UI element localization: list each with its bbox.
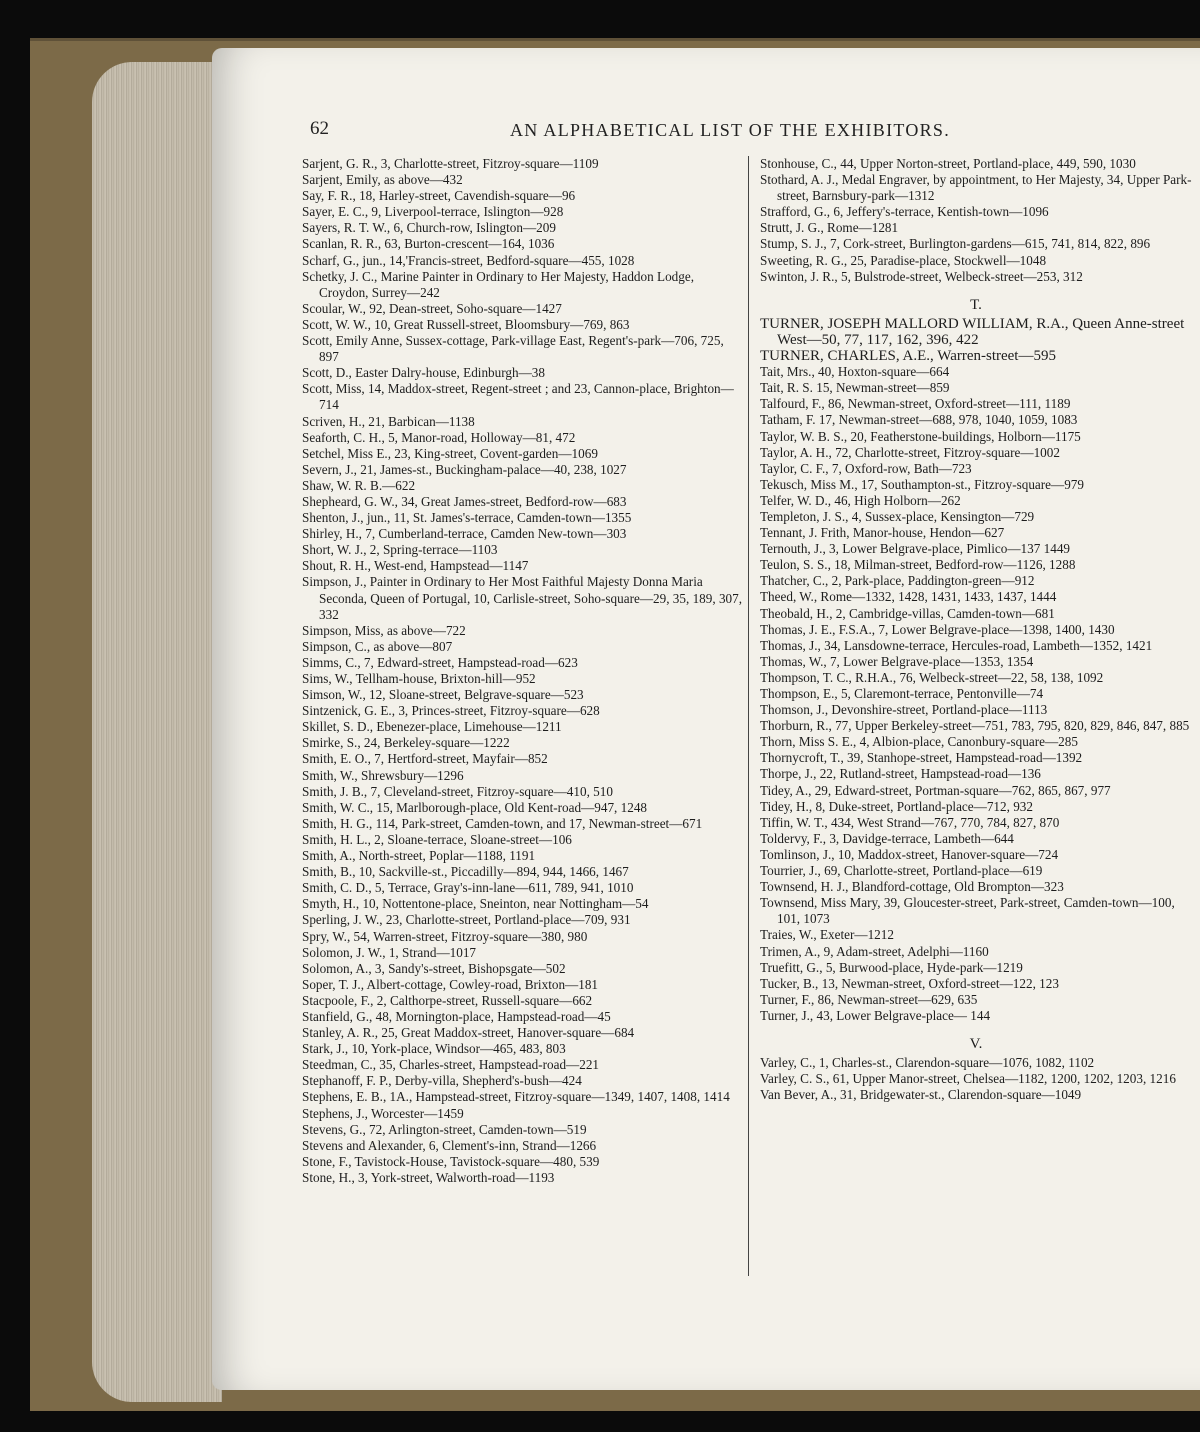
exhibitor-entry: Smith, H. L., 2, Sloane-terrace, Sloane-street—106: [302, 831, 572, 847]
exhibitor-entry: Smith, J. B., 7, Cleveland-street, Fitzroy-square—410, 510: [302, 783, 613, 799]
exhibitor-entry: Stephanoff, F. P., Derby-villa, Shepherd's-bush—424: [302, 1073, 582, 1089]
exhibitor-entry: Sweeting, R. G., 25, Paradise-place, Stockwell—1048: [760, 252, 1047, 268]
exhibitor-entry: Thorburn, R., 77, Upper Berkeley-street—751, 783, 795, 820, 829, 846, 847, 885: [760, 718, 1190, 734]
exhibitor-entry: Spry, W., 54, Warren-street, Fitzroy-square—380, 980: [302, 928, 588, 944]
exhibitor-entry: Townsend, Miss Mary, 39, Gloucester-street, Park-street, Camden-town—100, 101, 1073: [760, 895, 1175, 927]
exhibitor-entry: Smith, C. D., 5, Terrace, Gray's-inn-lane—611, 789, 941, 1010: [302, 880, 634, 896]
t-entries: [760, 316, 1192, 1024]
exhibitor-entry: Short, W. J., 2, Spring-terrace—1103: [302, 542, 498, 558]
exhibitor-entry: Stevens, G., 72, Arlington-street, Camden-town—519: [302, 1121, 587, 1137]
exhibitor-entry: Tekusch, Miss M., 17, Southampton-st., Fitzroy-square—979: [760, 476, 1084, 492]
exhibitor-entry: Scott, Emily Anne, Sussex-cottage, Park-village East, Regent's-park—706, 725, 897: [302, 333, 724, 365]
exhibitor-entry: Thomson, J., Devonshire-street, Portland-place—1113: [760, 702, 1048, 718]
exhibitor-entry: Stephens, J., Worcester—1459: [302, 1105, 464, 1121]
exhibitor-entry: Tidey, A., 29, Edward-street, Portman-square—762, 865, 867, 977: [760, 782, 1111, 798]
exhibitor-entry: Stonhouse, C., 44, Upper Norton-street, Portland-place, 449, 590, 1030: [760, 156, 1136, 171]
exhibitor-entry: Stephens, E. B., 1A., Hampstead-street, Fitzroy-square—1349, 1407, 1408, 1414: [302, 1089, 730, 1105]
exhibitor-entry: Thompson, E., 5, Claremont-terrace, Pentonville—74: [760, 686, 1044, 701]
exhibitor-entry: Tidey, H., 8, Duke-street, Portland-place—712, 932: [760, 798, 1033, 814]
exhibitor-entry: Stump, S. J., 7, Cork-street, Burlington-gardens—615, 741, 814, 822, 896: [760, 236, 1151, 252]
exhibitor-entry: Thomas, J., 34, Lansdowne-terrace, Hercules-road, Lambeth—1352, 1421: [760, 637, 1153, 653]
exhibitor-entry: Stone, H., 3, York-street, Walworth-road—1193: [302, 1169, 555, 1185]
exhibitor-entry: Scanlan, R. R., 63, Burton-crescent—164, 1036: [302, 236, 555, 252]
exhibitor-entry: Taylor, W. B. S., 20, Featherstone-buildings, Holborn—1175: [760, 428, 1081, 444]
exhibitor-entry: Seaforth, C. H., 5, Manor-road, Holloway—81, 472: [302, 429, 576, 445]
running-title: AN ALPHABETICAL LIST OF THE EXHIBITORS.: [510, 120, 951, 140]
exhibitor-entry: Thornycroft, T., 39, Stanhope-street, Hampstead-road—1392: [760, 750, 1083, 766]
exhibitor-entry: TURNER, CHARLES, A.E., Warren-street—595: [760, 348, 1056, 365]
exhibitor-entry: Thorn, Miss S. E., 4, Albion-place, Canonbury-square—285: [760, 734, 1078, 750]
exhibitor-entry: Tourrier, J., 69, Charlotte-street, Portland-place—619: [760, 863, 1043, 879]
exhibitor-entry: Templeton, J. S., 4, Sussex-place, Kensington—729: [760, 508, 1035, 524]
exhibitor-entry: Sarjent, G. R., 3, Charlotte-street, Fitzroy-square—1109: [302, 156, 599, 171]
exhibitor-entry: Thorpe, J., 22, Rutland-street, Hampstead-road—136: [760, 766, 1041, 782]
exhibitor-entry: Sarjent, Emily, as above—432: [302, 172, 463, 188]
exhibitor-entry: Sintzenick, G. E., 3, Princes-street, Fitzroy-square—628: [302, 703, 600, 719]
exhibitor-entry: Skillet, S. D., Ebenezer-place, Limehouse—1211: [302, 719, 562, 735]
letter-heading-t: T.: [970, 296, 982, 313]
exhibitor-entry: Solomon, J. W., 1, Strand—1017: [302, 944, 477, 960]
exhibitor-entry: Smith, W., Shrewsbury—1296: [302, 767, 464, 783]
exhibitor-entry: Ternouth, J., 3, Lower Belgrave-place, Pimlico—137 1449: [760, 541, 1071, 557]
exhibitor-entry: Sayers, R. T. W., 6, Church-row, Islington—209: [302, 220, 556, 236]
exhibitor-entry: Soper, T. J., Albert-cottage, Cowley-road, Brixton—181: [302, 976, 599, 992]
letter-heading-v: V.: [969, 1035, 983, 1052]
exhibitor-entry: Tiffin, W. T., 434, West Strand—767, 770, 784, 827, 870: [760, 814, 1060, 830]
exhibitor-entry: Thomas, W., 7, Lower Belgrave-place—1353, 1354: [760, 653, 1034, 669]
exhibitor-entry: Sayer, E. C., 9, Liverpool-terrace, Islington—928: [302, 204, 564, 220]
v-entries: [760, 1055, 1192, 1103]
exhibitor-entry: Simpson, C., as above—807: [302, 638, 453, 654]
exhibitor-entry: Varley, C., 1, Charles-st., Clarendon-square—1076, 1082, 1102: [760, 1055, 1095, 1071]
s-entries: [760, 156, 1192, 285]
exhibitor-entry: Telfer, W. D., 46, High Holborn—262: [760, 492, 961, 508]
exhibitor-entry: TURNER, JOSEPH MALLORD WILLIAM, R.A., Queen Anne-street West—50, 77, 117, 162, 396, 422: [760, 315, 1185, 348]
exhibitor-entry: Scriven, H., 21, Barbican—1138: [302, 413, 475, 429]
exhibitor-entry: Smith, H. G., 114, Park-street, Camden-town, and 17, Newman-street—671: [302, 815, 703, 831]
exhibitor-entry: Toldervy, F., 3, Davidge-terrace, Lambeth—644: [760, 830, 1014, 846]
exhibitor-entry: Stanfield, G., 48, Mornington-place, Hampstead-road—45: [302, 1008, 611, 1024]
exhibitor-entry: Tait, Mrs., 40, Hoxton-square—664: [760, 364, 950, 380]
exhibitor-entry: Talfourd, F., 86, Newman-street, Oxford-street—111, 1189: [760, 396, 1071, 412]
exhibitor-entry: Van Bever, A., 31, Bridgewater-st., Clarendon-square—1049: [760, 1087, 1082, 1103]
exhibitor-entry: Turner, F., 86, Newman-street—629, 635: [760, 991, 978, 1007]
exhibitor-entry: Turner, J., 43, Lower Belgrave-place— 144: [760, 1007, 991, 1023]
exhibitor-entry: Simson, W., 12, Sloane-street, Belgrave-square—523: [302, 687, 584, 703]
exhibitor-entry: Steedman, C., 35, Charles-street, Hampstead-road—221: [302, 1057, 600, 1073]
exhibitor-entry: Smith, W. C., 15, Marlborough-place, Old Kent-road—947, 1248: [302, 799, 648, 815]
exhibitor-entry: Shirley, H., 7, Cumberland-terrace, Camden New-town—303: [302, 526, 627, 542]
exhibitor-entry: Say, F. R., 18, Harley-street, Cavendish-square—96: [302, 188, 576, 204]
exhibitor-entry: Scott, W. W., 10, Great Russell-street, Bloomsbury—769, 863: [302, 316, 630, 332]
exhibitor-entry: Smyth, H., 10, Nottentone-place, Sneinton, near Nottingham—54: [302, 896, 649, 912]
left-column: [302, 156, 744, 1186]
exhibitor-entry: Scharf, G., jun., 14,'Francis-street, Bedford-square—455, 1028: [302, 252, 635, 268]
exhibitor-entry: Simpson, J., Painter in Ordinary to Her Most Faithful Majesty Donna Maria Seconda, Queen of Portugal, 10, Carlisle-street, Soho-square—29, 35, 189, 307, 332: [302, 574, 743, 622]
exhibitor-entry: Shenton, J., jun., 11, St. James's-terrace, Camden-town—1355: [302, 510, 632, 526]
exhibitor-entry: Trimen, A., 9, Adam-street, Adelphi—1160: [760, 943, 989, 959]
exhibitor-entry: Shout, R. H., West-end, Hampstead—1147: [302, 558, 529, 574]
exhibitor-entry: Teulon, S. S., 18, Milman-street, Bedford-row—1126, 1288: [760, 557, 1076, 573]
exhibitor-entry: Smith, E. O., 7, Hertford-street, Mayfair—852: [302, 751, 548, 767]
exhibitor-entry: Tait, R. S. 15, Newman-street—859: [760, 380, 950, 396]
exhibitor-entry: Taylor, A. H., 72, Charlotte-street, Fitzroy-square—1002: [760, 444, 1060, 460]
exhibitor-entry: Truefitt, G., 5, Burwood-place, Hyde-park—1219: [760, 959, 1023, 975]
exhibitor-entry: Simpson, Miss, as above—722: [302, 622, 466, 638]
exhibitor-entry: Thompson, T. C., R.H.A., 76, Welbeck-street—22, 58, 138, 1092: [760, 669, 1104, 685]
exhibitor-entry: Scott, Miss, 14, Maddox-street, Regent-street ; and 23, Cannon-place, Brighton—714: [302, 381, 734, 413]
exhibitor-entry: Traies, W., Exeter—1212: [760, 927, 894, 943]
exhibitor-entry: Sims, W., Tellham-house, Brixton-hill—952: [302, 671, 536, 686]
exhibitor-entry: Simms, C., 7, Edward-street, Hampstead-road—623: [302, 654, 578, 670]
exhibitor-entry: Tomlinson, J., 10, Maddox-street, Hanover-square—724: [760, 846, 1059, 862]
exhibitor-entry: Smith, A., North-street, Poplar—1188, 1191: [302, 848, 536, 864]
exhibitor-entry: Schetky, J. C., Marine Painter in Ordinary to Her Majesty, Haddon Lodge, Croydon, Surrey—242: [302, 268, 694, 300]
column-divider: [748, 156, 749, 1276]
exhibitor-entry: Stanley, A. R., 25, Great Maddox-street, Hanover-square—684: [302, 1025, 635, 1041]
exhibitor-entry: Setchel, Miss E., 23, King-street, Covent-garden—1069: [302, 445, 598, 461]
exhibitor-entry: Smith, B., 10, Sackville-st., Piccadilly—894, 944, 1466, 1467: [302, 864, 629, 880]
exhibitor-entry: Sperling, J. W., 23, Charlotte-street, Portland-place—709, 931: [302, 912, 631, 928]
exhibitor-entry: Townsend, H. J., Blandford-cottage, Old Brompton—323: [760, 879, 1064, 895]
exhibitor-entry: Solomon, A., 3, Sandy's-street, Bishopsgate—502: [302, 960, 566, 976]
exhibitor-entry: Tatham, F. 17, Newman-street—688, 978, 1040, 1059, 1083: [760, 412, 1078, 428]
exhibitor-entry: Theobald, H., 2, Cambridge-villas, Camden-town—681: [760, 605, 1055, 621]
exhibitor-entry: Shepheard, G. W., 34, Great James-street, Bedford-row—683: [302, 493, 627, 509]
exhibitor-entry: Shaw, W. R. B.—622: [302, 477, 416, 493]
exhibitor-entry: Taylor, C. F., 7, Oxford-row, Bath—723: [760, 460, 972, 476]
page-number: 62: [310, 118, 329, 139]
exhibitor-entry: Thomas, J. E., F.S.A., 7, Lower Belgrave-place—1398, 1400, 1430: [760, 621, 1115, 637]
exhibitor-entry: Stark, J., 10, York-place, Windsor—465, 483, 803: [302, 1041, 566, 1057]
exhibitor-entry: Thatcher, C., 2, Park-place, Paddington-green—912: [760, 573, 1035, 589]
right-column: [760, 156, 1192, 1103]
exhibitor-entry: Severn, J., 21, James-st., Buckingham-palace—40, 238, 1027: [302, 461, 627, 477]
exhibitor-entry: Stevens and Alexander, 6, Clement's-inn, Strand—1266: [302, 1137, 597, 1153]
exhibitor-entry: Swinton, J. R., 5, Bulstrode-street, Welbeck-street—253, 312: [760, 268, 1083, 284]
exhibitor-entry: Theed, W., Rome—1332, 1428, 1431, 1433, 1437, 1444: [760, 589, 1057, 605]
exhibitor-entry: Stone, F., Tavistock-House, Tavistock-square—480, 539: [302, 1153, 600, 1169]
exhibitor-entry: Varley, C. S., 61, Upper Manor-street, Chelsea—1182, 1200, 1202, 1203, 1216: [760, 1071, 1176, 1087]
page-header: [310, 118, 1190, 148]
exhibitor-entry: Scott, D., Easter Dalry-house, Edinburgh—38: [302, 365, 545, 381]
exhibitor-entry: Smirke, S., 24, Berkeley-square—1222: [302, 735, 510, 751]
exhibitor-entry: Stacpoole, F., 2, Calthorpe-street, Russell-square—662: [302, 992, 593, 1008]
exhibitor-entry: Stothard, A. J., Medal Engraver, by appointment, to Her Majesty, 34, Upper Park-street, Barnsbury-park—1312: [760, 172, 1192, 204]
exhibitor-entry: Strafford, G., 6, Jeffery's-terrace, Kentish-town—1096: [760, 204, 1049, 220]
exhibitor-entry: Tennant, J. Frith, Manor-house, Hendon—627: [760, 525, 1005, 541]
page-edges: [92, 62, 222, 1402]
exhibitor-entry: Tucker, B., 13, Newman-street, Oxford-street—122, 123: [760, 975, 1059, 991]
exhibitor-entry: Scoular, W., 92, Dean-street, Soho-square—1427: [302, 300, 562, 316]
exhibitor-entry: Strutt, J. G., Rome—1281: [760, 220, 899, 236]
